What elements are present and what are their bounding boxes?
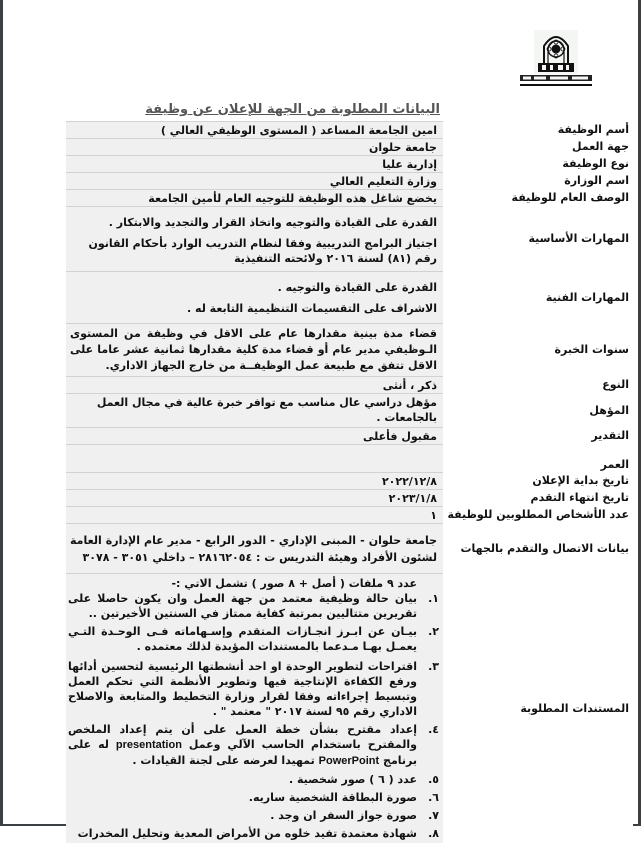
- label-grade: التقدير: [443, 427, 633, 444]
- document-item-number: ٣.: [428, 660, 439, 673]
- row-experience: [66, 323, 633, 376]
- label-end-date: تاريخ انتهاء التقدم: [443, 489, 633, 506]
- document-item: [68, 826, 439, 841]
- term-powerpoint: PowerPoint: [318, 755, 380, 767]
- document-item-text: بيـان عن ابـرز انجـازات المتقدم وإسـهاماته فـى الوحـدة التـي يعمـل بهـا مـدعما بالمستندات المؤيدة لذلك معتمده .: [68, 625, 417, 653]
- value-age: [66, 444, 443, 472]
- document-item-text: اقتراحات لتطوير الوحدة او احد أنشطتها الرئيسية لتحسين أدائها ورفع الكفاءة الإنتاجية فيها وتطوير الأنظمة التي تحكم العمل وتبسيط إجراءاته وفقا لقرار وزارة التخطيط والمتابعة والاصلاح الاداري رقم ٩٥ لسنة ٢٠١٧ " معتمد " .: [68, 660, 417, 718]
- document-item: [68, 624, 439, 654]
- row-start-date: [66, 472, 633, 489]
- university-logo: [520, 30, 592, 88]
- label-documents: المستندات المطلوبة: [443, 573, 633, 843]
- row-qualification: [66, 393, 633, 427]
- document-item-number: ١.: [428, 592, 439, 605]
- document-item: [68, 659, 439, 719]
- document-item-number: ٦.: [428, 791, 439, 804]
- document-title: البيانات المطلوبة من الجهة للإعلان عن وظيفة: [145, 102, 440, 117]
- value-positions-count: ١: [66, 506, 443, 523]
- row-employer: [66, 138, 633, 155]
- row-basic-skills: [66, 206, 633, 271]
- row-contact: [66, 523, 633, 573]
- label-description: الوصف العام للوظيفة: [443, 189, 633, 206]
- value-technical-skills: [66, 271, 443, 323]
- job-announcement-table: [66, 121, 633, 843]
- document-item-number: ٨.: [428, 827, 439, 840]
- row-grade: [66, 427, 633, 444]
- document-item-number: ٤.: [428, 723, 439, 736]
- row-positions-count: [66, 506, 633, 523]
- document-item: [68, 772, 439, 787]
- technical-skill-line: الاشراف على التقسيمات التنظيمية التابعة له .: [187, 302, 437, 315]
- row-job-type: [66, 155, 633, 172]
- document-item-text: عدد ( ٦ ) صور شخصية .: [288, 773, 417, 786]
- document-item-text-part: تمهيدا لعرضه على لجنة القيادات .: [132, 754, 315, 767]
- label-qualification: المؤهل: [443, 393, 633, 427]
- value-employer: جامعة حلوان: [66, 138, 443, 155]
- document-item: [68, 591, 439, 621]
- document-item: [68, 808, 439, 823]
- row-end-date: [66, 489, 633, 506]
- value-contact: جامعة حلوان - المبنى الإداري - الدور الرابع - مدير عام الإدارة العامة لشئون الأفراد وهيئة التدريس ت : ٢٨١٦٢٠٥٤ – داخلي ٣٠٥١ - ٣٠٧٨: [66, 523, 443, 573]
- label-start-date: تاريخ بداية الإعلان: [443, 472, 633, 489]
- value-gender: ذكر ، أنثى: [66, 376, 443, 393]
- document-item-text: بيان حالة وظيفية معتمد من جهة العمل وان يكون حاصلا على تقريرين متتاليين بمرتبة كفاية ممتاز في السنتين الأخيرتين ..: [68, 592, 417, 620]
- label-age: العمر: [443, 444, 633, 472]
- label-employer: جهة العمل: [443, 138, 633, 155]
- row-gender: [66, 376, 633, 393]
- document-item-number: ٧.: [428, 809, 439, 822]
- documents-list: [68, 591, 439, 841]
- basic-skill-line: اجتياز البرامج التدريبية وفقا لنظام التدريب الوارد بأحكام القانون رقم (٨١) لسنة ٢٠١٦ ولائحته التنفيذية: [88, 237, 437, 265]
- row-job-name: [66, 121, 633, 138]
- value-grade: مقبول فأعلى: [66, 427, 443, 444]
- document-item-number: ٢.: [428, 625, 439, 638]
- term-presentation: presentation: [115, 739, 182, 751]
- basic-skill-line: القدرة على القيادة والتوجيه واتخاذ القرار والتجديد والابتكار .: [108, 216, 437, 229]
- document-item-text: [68, 722, 417, 769]
- documents-intro: عدد ٩ ملفات ( أصل + ٨ صور ) تشمل الاتي :-: [171, 577, 417, 590]
- row-documents: [66, 573, 633, 843]
- document-item-text-part: له على برنامج: [68, 738, 417, 767]
- document-item-number: ٥.: [428, 773, 439, 786]
- row-age: [66, 444, 633, 472]
- value-description: يخضع شاغل هذه الوظيفة للتوجيه العام لأمين الجامعة: [66, 189, 443, 206]
- document-item-text: صورة البطاقة الشخصية ساريه.: [248, 791, 417, 804]
- value-ministry: وزارة التعليم العالي: [66, 172, 443, 189]
- window-frame-left: [0, 0, 3, 826]
- value-end-date: ٢٠٢٣/١/٨: [66, 489, 443, 506]
- label-technical-skills: المهارات الفنية: [443, 271, 633, 323]
- document-item-text-part: إعداد مقترح بشأن خطة العمل على أن يتم إعداد الملخص والمقترح باستخدام الحاسب الآلي وعمل: [68, 723, 417, 751]
- technical-skill-line: القدرة على القيادة والتوجيه .: [277, 281, 437, 294]
- label-basic-skills: المهارات الأساسية: [443, 206, 633, 271]
- value-start-date: ٢٠٢٢/١٢/٨: [66, 472, 443, 489]
- label-positions-count: عدد الأشخاص المطلوبين للوظيفة: [443, 506, 633, 523]
- value-basic-skills: [66, 206, 443, 271]
- document-item-text: شهادة معتمدة تفيد خلوه من الأمراض المعدية وتحليل المخدرات: [77, 827, 417, 840]
- label-job-type: نوع الوظيفة: [443, 155, 633, 172]
- document-item: [68, 790, 439, 805]
- label-contact: بيانات الاتصال والتقدم بالجهات: [443, 523, 633, 573]
- label-experience: سنوات الخبرة: [443, 323, 633, 376]
- label-ministry: اسم الوزارة: [443, 172, 633, 189]
- row-technical-skills: [66, 271, 633, 323]
- value-documents: [66, 573, 443, 843]
- value-qualification: مؤهل دراسي عال مناسب مع توافر خبرة عالية في مجال العمل بالجامعات .: [66, 393, 443, 427]
- row-ministry: [66, 172, 633, 189]
- value-job-type: إدارية عليا: [66, 155, 443, 172]
- label-gender: النوع: [443, 376, 633, 393]
- label-job-name: أسم الوظيفة: [443, 121, 633, 138]
- value-job-name: امين الجامعة المساعد ( المستوى الوظيفي العالي ): [66, 121, 443, 138]
- document-item: [68, 722, 439, 769]
- value-experience: قضاء مدة بينية مقدارها عام على الاقل في وظيفة من المستوى الـوظيفي مدير عام أو قضاء مدة كلية مقدارها ثمانية عشر عاما على الاقل تتفق مع طبيعة عمل الوظيفــة من خارج الجهاز الاداري.: [66, 323, 443, 376]
- document-item-text: صورة جواز السفر ان وجد .: [270, 809, 417, 822]
- row-description: [66, 189, 633, 206]
